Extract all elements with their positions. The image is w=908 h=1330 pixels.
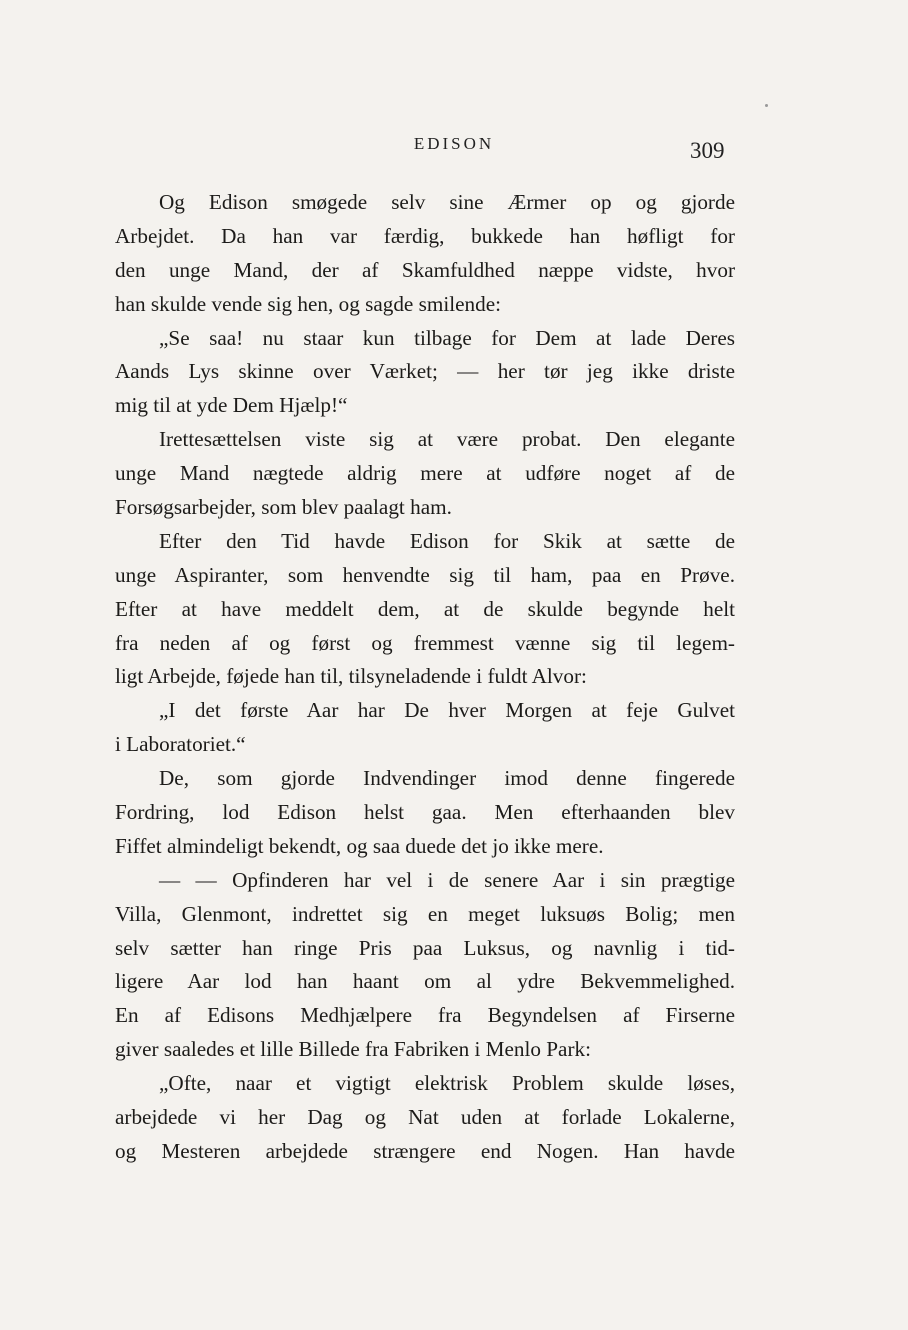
text-line: Irettesættelsen viste sig at være probat. Den elegante xyxy=(159,427,735,452)
text-line: En af Edisons Medhjælpere fra Begyndelsen af Firserne xyxy=(115,1003,735,1028)
text-line: unge Aspiranter, som henvendte sig til ham, paa en Prøve. xyxy=(115,562,735,587)
text-line: De, som gjorde Indvendinger imod denne fingerede xyxy=(159,766,735,791)
text-line: Fordring, lod Edison helst gaa. Men efterhaanden blev xyxy=(115,800,735,825)
text-line: Efter den Tid havde Edison for Skik at sætte de xyxy=(159,528,735,553)
text-line: Aands Lys skinne over Værket; — her tør jeg ikke driste xyxy=(115,359,735,384)
text-line: ligere Aar lod han haant om al ydre Bekvemmelighed. xyxy=(115,969,735,994)
text-line: „Se saa! nu staar kun tilbage for Dem at lade Deres xyxy=(159,325,735,350)
text-line: Forsøgsarbejder, som blev paalagt ham. xyxy=(115,495,452,520)
running-title: EDISON xyxy=(413,134,495,153)
text-line: Efter at have meddelt dem, at de skulde begynde helt xyxy=(115,596,735,621)
text-line: Og Edison smøgede selv sine Ærmer op og gjorde xyxy=(159,190,735,214)
text-line: giver saaledes et lille Billede fra Fabriken i Menlo Park: xyxy=(115,1037,591,1062)
text-line: mig til at yde Dem Hjælp!“ xyxy=(115,393,348,418)
text-line: „I det første Aar har De hver Morgen at feje Gulvet xyxy=(159,698,735,723)
text-line: i Laboratoriet.“ xyxy=(115,732,246,757)
text-line: „Ofte, naar et vigtigt elektrisk Problem skulde løses, xyxy=(159,1071,735,1096)
text-line: Arbejdet. Da han var færdig, bukkede han høfligt for xyxy=(115,223,735,248)
text-line: den unge Mand, der af Skamfuldhed næppe vidste, hvor xyxy=(115,257,735,282)
text-line: unge Mand nægtede aldrig mere at udføre noget af de xyxy=(115,461,735,486)
text-line: fra neden af og først og fremmest vænne sig til legem- xyxy=(115,630,735,655)
text-line: — — Opfinderen har vel i de senere Aar i sin prægtige xyxy=(159,867,735,892)
text-line: Villa, Glenmont, indrettet sig en meget luksuøs Bolig; men xyxy=(115,901,735,926)
text-line: ligt Arbejde, føjede han til, tilsyneladende i fuldt Alvor: xyxy=(115,664,587,689)
body-text xyxy=(115,186,735,1169)
speck-mark xyxy=(765,104,768,107)
text-line: arbejdede vi her Dag og Nat uden at forlade Lokalerne, xyxy=(115,1105,735,1130)
text-line: selv sætter han ringe Pris paa Luksus, og navnlig i tid- xyxy=(115,935,735,960)
text-line: og Mesteren arbejdede strængere end Nogen. Han havde xyxy=(115,1138,735,1163)
page-number: 309 xyxy=(690,138,725,163)
text-line: Fiffet almindeligt bekendt, og saa duede det jo ikke mere. xyxy=(115,833,604,858)
text-line: han skulde vende sig hen, og sagde smilende: xyxy=(115,291,501,316)
